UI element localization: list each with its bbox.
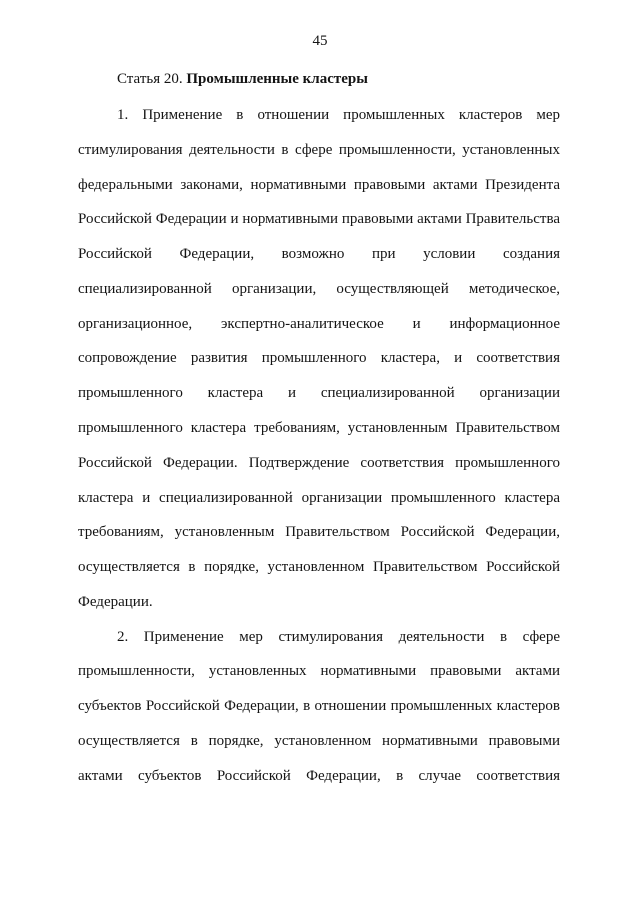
paragraph-line: организационное, экспертно-аналитическое и информационное [78,316,560,332]
article-heading [117,71,368,88]
article-title: Промышленные кластеры [186,71,368,87]
paragraph-line: Российской Федерации. Подтверждение соответствия промышленного [78,455,560,471]
page-number: 45 [312,33,328,49]
paragraph-line: Российской Федерации, возможно при условии создания [78,246,560,262]
paragraph-line: осуществляется в порядке, установленном Правительством Российской [78,559,560,575]
paragraph-line: кластера и специализированной организации промышленного кластера [78,490,560,506]
paragraph-line: стимулирования деятельности в сфере промышленности, установленных [78,142,560,158]
paragraph-line: требованиям, установленным Правительством Российской Федерации, [78,524,560,540]
paragraph-line: федеральными законами, нормативными правовыми актами Президента [78,177,560,193]
paragraph-line: осуществляется в порядке, установленном нормативными правовыми [78,733,560,749]
paragraph-line: 2. Применение мер стимулирования деятельности в сфере [117,629,560,645]
paragraph-line: промышленного кластера требованиям, установленным Правительством [78,420,560,436]
paragraph-line: Российской Федерации и нормативными правовыми актами Правительства [78,211,560,227]
paragraph-line: специализированной организации, осуществляющей методическое, [78,281,560,297]
paragraph-line: 1. Применение в отношении промышленных кластеров мер [117,107,560,123]
paragraph-line: промышленного кластера и специализированной организации [78,385,560,401]
paragraph-line: субъектов Российской Федерации, в отношении промышленных кластеров [78,698,560,714]
paragraph-line: актами субъектов Российской Федерации, в случае соответствия [78,768,560,784]
article-label: Статья 20. [117,71,183,87]
paragraph-line: сопровождение развития промышленного кластера, и соответствия [78,350,560,366]
paragraph-line: Федерации. [78,594,153,610]
paragraph-line: промышленности, установленных нормативными правовыми актами [78,663,560,679]
